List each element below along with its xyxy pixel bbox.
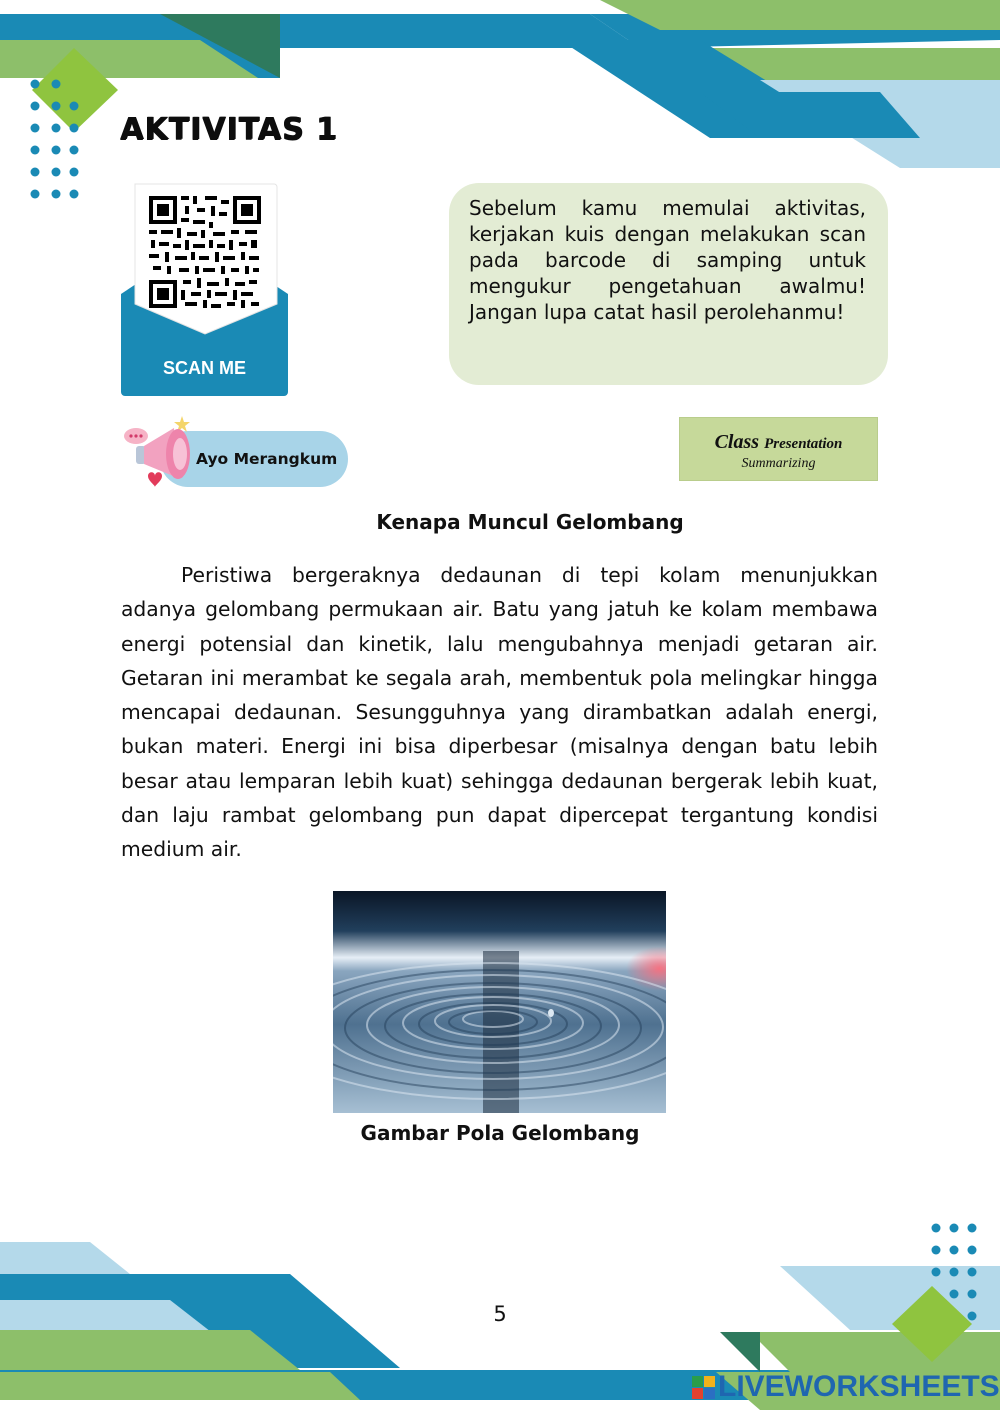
- scan-me-label: SCAN ME: [162, 358, 246, 378]
- ayo-merangkum-label: Ayo Merangkum: [196, 450, 338, 468]
- presentation-label: Presentation: [764, 436, 843, 452]
- body-paragraph: Peristiwa bergeraknya dedaunan di tepi kolam menunjukkan adanya gelombang permukaan air. Batu yang jatuh ke kolam membawa energi potensial dan kinetik, lalu mengubahnya menjadi getaran air. Getaran ini merambat ke segala arah, membentuk pola melingkar hingga mencapai dedaunan. Sesungguhnya yang dirambatkan adalah energi, bukan materi. Energi ini bisa diperbesar (misalnya dengan batu lebih besar atau lemparan lebih kuat) sehingga dedaunan bergerak lebih kuat, dan laju rambat gelombang pun dapat dipercepat tergantung kondisi medium air.: [121, 563, 878, 862]
- class-presentation-badge: [679, 417, 878, 481]
- bottom-dark-green: [720, 1332, 760, 1372]
- bottom-right-green: [750, 1332, 1000, 1372]
- wave-pattern-photo: [333, 891, 666, 1113]
- bottom-left-green-2: [0, 1372, 360, 1400]
- instruction-box: Sebelum kamu memulai aktivitas, kerjakan kuis dengan melakukan scan pada barcode di samping untuk mengukur pengetahuan awalmu! Jangan lupa catat hasil perolehanmu!: [449, 183, 888, 385]
- liveworksheets-logo[interactable]: [692, 1368, 1000, 1408]
- bottom-left-green: [0, 1330, 300, 1370]
- activity-title: AKTIVITAS 1: [120, 112, 338, 147]
- qr-code-card[interactable]: [121, 182, 288, 396]
- summarizing-label: Summarizing: [741, 456, 816, 471]
- ripple-image: [333, 891, 666, 1113]
- section-title: Kenapa Muncul Gelombang: [376, 510, 684, 534]
- page-number: 5: [493, 1302, 507, 1326]
- class-label: Class: [714, 431, 760, 453]
- liveworksheets-logo-icon: [692, 1376, 716, 1400]
- top-right-green: [600, 0, 1000, 30]
- image-caption: Gambar Pola Gelombang: [360, 1121, 640, 1145]
- megaphone-icon: [120, 414, 204, 490]
- liveworksheets-label: LIVEWORKSHEETS: [718, 1370, 1000, 1403]
